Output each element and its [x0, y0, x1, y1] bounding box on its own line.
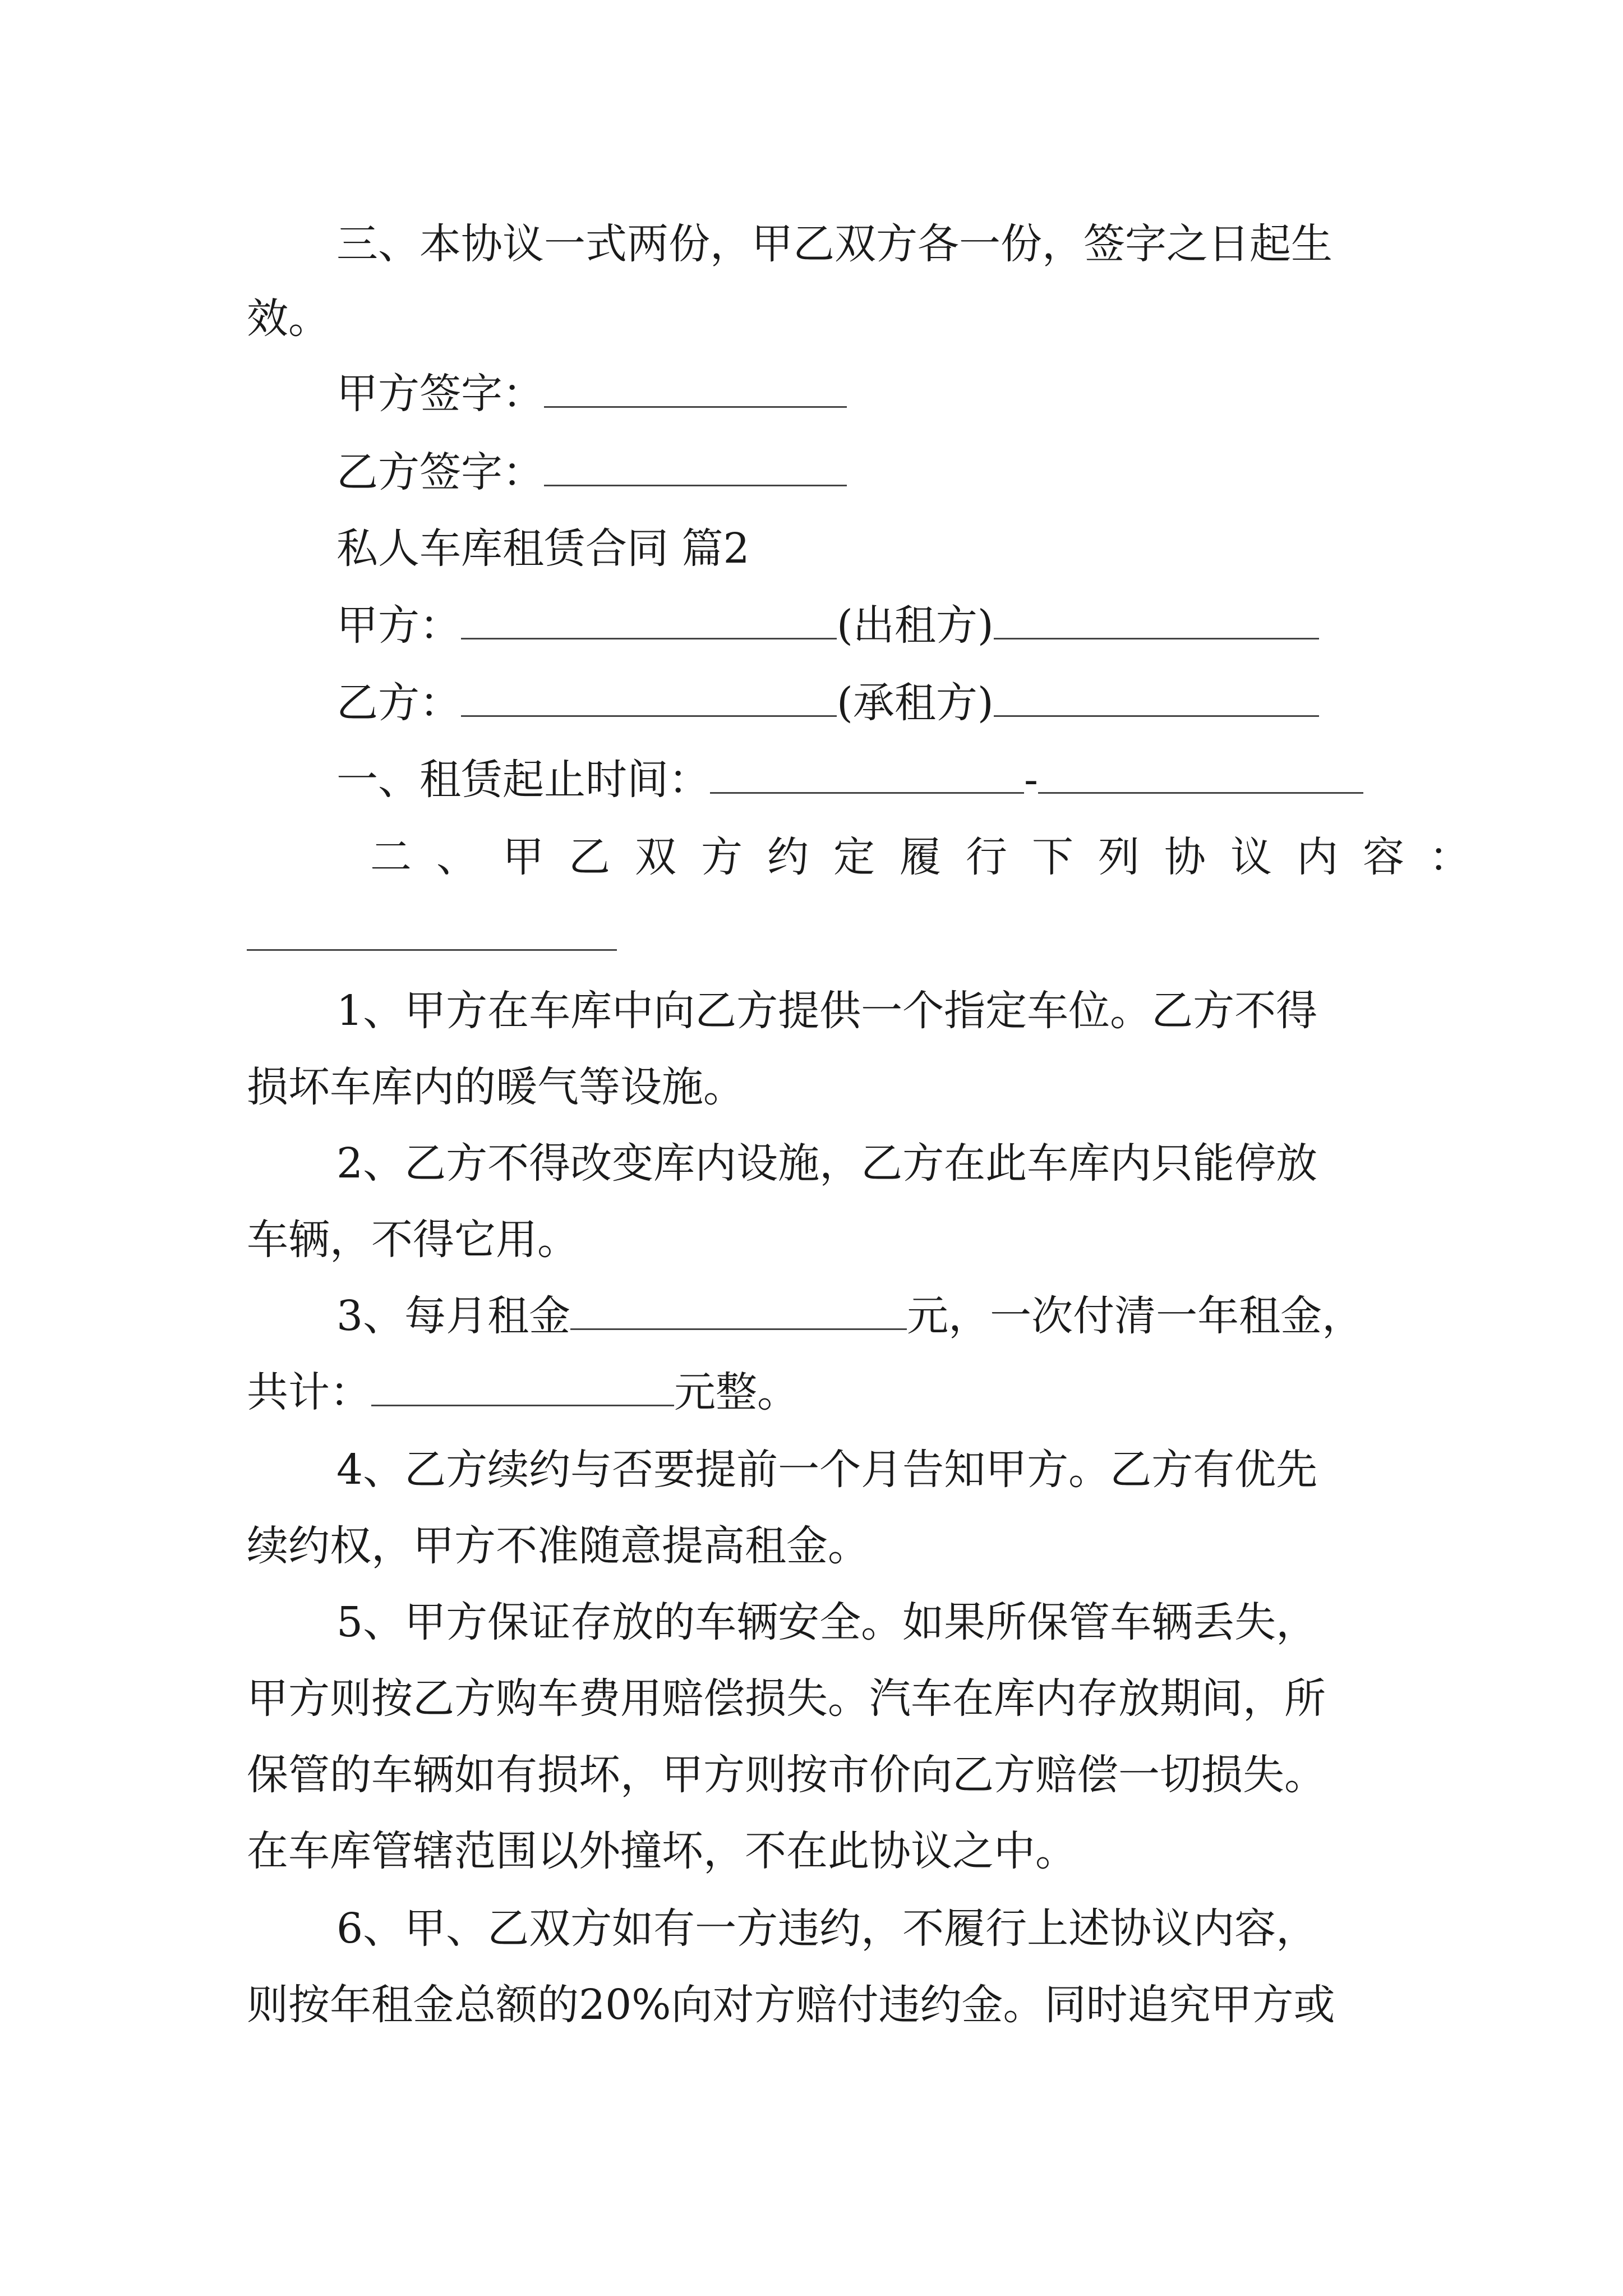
party-b-role: (承租方) [837, 679, 994, 727]
section-2-heading: 二、甲乙双方约定履行下列协议内容： [370, 833, 1495, 881]
item-4-line-2: 续约权，甲方不准随意提高租金。 [247, 1522, 869, 1570]
party-b-row [336, 675, 1391, 731]
party-b-blank-2[interactable] [994, 678, 1319, 717]
item-6-line-2: 则按年租金总额的20%向对方赔付违约金。同时追究甲方或 [247, 1981, 1335, 2029]
paragraph-3-line-2: 效。 [247, 295, 330, 343]
party-a-blank[interactable] [461, 601, 837, 639]
item-3-prefix: 3、每月租金 [336, 1292, 571, 1340]
term-row [336, 752, 1391, 808]
term-separator: - [1024, 756, 1039, 804]
signature-a-label: 甲方签字： [336, 370, 544, 418]
item-3-line-2 [247, 1364, 1391, 1420]
signature-b-blank[interactable] [544, 448, 847, 486]
paragraph-3-line-1: 三、本协议一式两份，甲乙双方各一份，签字之日起生 [336, 220, 1332, 268]
signature-a-blank[interactable] [544, 369, 847, 408]
party-b-label: 乙方： [336, 679, 461, 727]
item-1-line-1: 1、甲方在车库中向乙方提供一个指定车位。乙方不得 [336, 987, 1318, 1035]
item-2-line-1: 2、乙方不得改变库内设施，乙方在此车库内只能停放 [336, 1139, 1318, 1188]
item-3-line-1 [336, 1288, 1391, 1344]
item-4-line-1: 4、乙方续约与否要提前一个月告知甲方。乙方有优先 [336, 1446, 1318, 1494]
term-end-blank[interactable] [1038, 755, 1363, 794]
item-5-line-2: 甲方则按乙方购车费用赔偿损失。汽车在库内存放期间，所 [247, 1674, 1326, 1723]
contract-title: 私人车库租赁合同 篇2 [336, 524, 750, 573]
item-3-total-label: 共计： [247, 1368, 371, 1416]
party-a-role: (出租方) [837, 601, 994, 650]
item-6-line-1: 6、甲、乙双方如有一方违约，不履行上述协议内容， [336, 1904, 1318, 1953]
item-5-line-4: 在车库管辖范围以外撞坏，不在此协议之中。 [247, 1827, 1077, 1875]
party-a-row [336, 597, 1391, 654]
item-2-line-2: 车辆，不得它用。 [247, 1216, 579, 1264]
item-3-total-suffix: 元整。 [674, 1368, 799, 1416]
term-start-blank[interactable] [710, 755, 1024, 794]
item-1-line-2: 损坏车库内的暖气等设施。 [247, 1063, 745, 1111]
signature-a-row [336, 366, 1391, 422]
item-5-line-3: 保管的车辆如有损坏，甲方则按市价向乙方赔偿一切损失。 [247, 1751, 1326, 1799]
signature-b-row [336, 444, 1391, 500]
section-2-blank[interactable] [247, 949, 617, 951]
party-b-blank[interactable] [461, 678, 837, 717]
monthly-rent-blank[interactable] [570, 1291, 907, 1330]
item-5-line-1: 5、甲方保证存放的车辆安全。如果所保管车辆丢失， [336, 1598, 1318, 1646]
item-3-suffix: 元，一次付清一年租金， [907, 1292, 1364, 1340]
signature-b-label: 乙方签字： [336, 448, 544, 496]
party-a-label: 甲方： [336, 601, 461, 650]
term-label: 一、租赁起止时间： [336, 756, 710, 804]
total-rent-blank[interactable] [371, 1368, 674, 1406]
party-a-blank-2[interactable] [994, 601, 1319, 639]
